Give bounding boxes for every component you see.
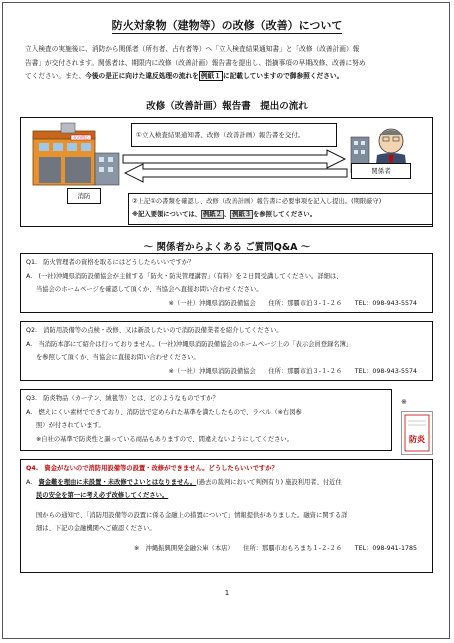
answer-text: A. 資金難を理由に未設置・未改修でよいとはなりません。(過去の裁判において判例有り) 施設利用者、付近住 <box>26 478 342 486</box>
intro-line: てください。また、今後の是正に向けた違反処理の流れを 例紙１ に記載していますので御参照ください。 <box>25 72 344 80</box>
question-text: Q4. 資金がないので消防用設備等の設置・改修ができません。どうしたらいいですか？ <box>26 465 278 472</box>
question-text: Q3. 防炎物品（カーテン、絨毯等）とは、どのようなものですか？ <box>26 395 219 402</box>
contact-info: ※ 沖縄振興開発金融公庫（本店） 住所：那覇市おもろまち１-２-２６ TEL：098-941-1785 <box>133 544 417 552</box>
fire-station-illustration <box>31 121 121 187</box>
arrow-right-icon <box>123 150 345 168</box>
arrow-left-icon <box>125 164 347 182</box>
fire-department-label: 消防 <box>67 188 101 204</box>
station-sign: 火の用心 <box>73 135 89 140</box>
faq-item-q4: Q4. 資金がないので消防用設備等の設置・改修ができません。どうしたらいいですか？ A. 資金難を理由に未設置・未改修でよいとはなりません。(過去の裁判において判例有り) 施設利用者、付近住 民の安全を第一に考え必ず改修してください。 国からの通知で、「消防用設備等の設置に係る金融上の措置について」情報提供がありました。融資に関する詳 細は、下記の金融機関へご確認ください。 ※ 沖縄振興開発金融公庫（本店） 住所：那覇市おもろまち１-２-２６ TEL：098-941-1785 <box>20 459 433 573</box>
question-text: Q1. 防火管理者の資格を取るにはどうしたらいいですか？ <box>26 259 195 266</box>
contact-info: ※（一社）沖縄県消防設備協会 住所：那覇市泊３-１-２６ TEL：098-943-5574 <box>168 299 417 307</box>
flameproof-label-icon <box>402 412 432 454</box>
question-text: Q2. 消防用設備等の点検・改修、又は新設したいので消防設備業者を紹介してください。 <box>26 327 283 334</box>
example-ref-3: 例紙３ <box>232 211 252 218</box>
flameproof-label-image <box>401 411 433 455</box>
answer-text: A. 当消防本部にて紹介は行っておりません。(一社)沖縄県消防設備協会のホームページ上の「表示会員登録名簿」 <box>26 340 353 348</box>
example-ref-2: 例紙２ <box>202 211 222 218</box>
flow-step-1: ①立入検査結果通知書、改修（改善計画）報告書を交付。 <box>131 123 337 147</box>
answer-text: A. 燃えにくい素材でできており、消防法で定められた基準を満たしたもので、ラベル（※右図参 <box>26 408 302 416</box>
page-title: 防火対象物（建物等）の改修（改善）について <box>111 19 343 32</box>
faq-item-q1: Q1. 防火管理者の資格を取るにはどうしたらいいですか？ A. (一社)沖縄県消防設備協会が主催する「防火・防災管理講習」（有料）を２日間受講してください。詳細は、 当協会のホームページを確認して頂くか、当協会へ直接お問い合わせください。 ※（一社）沖縄県消防設備協会 住所：那覇市泊３-１-２６ TEL：098-943-5574 <box>20 253 433 313</box>
page-number: 1 <box>224 589 230 597</box>
faq-item-q3: Q3. 防炎物品（カーテン、絨毯等）とは、どのようなものですか？ A. 燃えにくい素材でできており、消防法で定められた基準を満たしたもので、ラベル（※右図参 照）が付されています。 ※自社の基準で防炎性と謳っている商品もありますので、間違えないようにしてください。 <box>20 389 392 451</box>
faq-item-q2: Q2. 消防用設備等の点検・改修、又は新設したいので消防設備業者を紹介してください。 A. 当消防本部にて紹介は行っておりません。(一社)沖縄県消防設備協会のホームページ上の「表示会員登録名簿」 を参照して頂くか、当協会に直接お問い合わせください。 ※（一社）沖縄県消防設備協会 住所：那覇市泊３-１-２６ TEL：098-943-5574 <box>20 321 433 381</box>
intro-line: 告書」が交付されます。関係者は、期限内に改修（改善計画）報告書を提出し、指摘事項の早期改修、改善に努め <box>25 58 366 67</box>
flow-arrows <box>121 149 351 185</box>
document-page <box>2 2 450 639</box>
flow-step-2: ②上記①の書類を確認し、改修（改善計画）報告書に必要事項を記入し提出。(期限厳守) ※記入要領については、 例紙２ 、 例紙３ を参照してください。 <box>128 193 433 225</box>
flameproof-label-text: 防炎 <box>409 435 425 444</box>
intro-line: 立入検査の実施後に、消防から関係者（所有者、占有者等）へ「立入検査結果通知書」と「改修（改善計画）報 <box>25 45 360 53</box>
flow-section-title: 改修（改善計画）報告書 提出の流れ <box>146 101 308 112</box>
answer-text: A. (一社)沖縄県消防設備協会が主催する「防火・防災管理講習」（有料）を２日間受講してください。詳細は、 <box>26 272 343 280</box>
faq-section-title: ～ 関係者からよくある ご質問Q&A ～ <box>143 242 311 253</box>
example-ref-1: 例紙１ <box>200 72 221 80</box>
intro-paragraph <box>25 43 425 84</box>
label-note-mark: ※ <box>401 398 407 406</box>
contact-info: ※（一社）沖縄県消防設備協会 住所：那覇市泊３-１-２６ TEL：098-943-5574 <box>168 367 417 375</box>
owner-label: 関係者 <box>351 163 411 179</box>
